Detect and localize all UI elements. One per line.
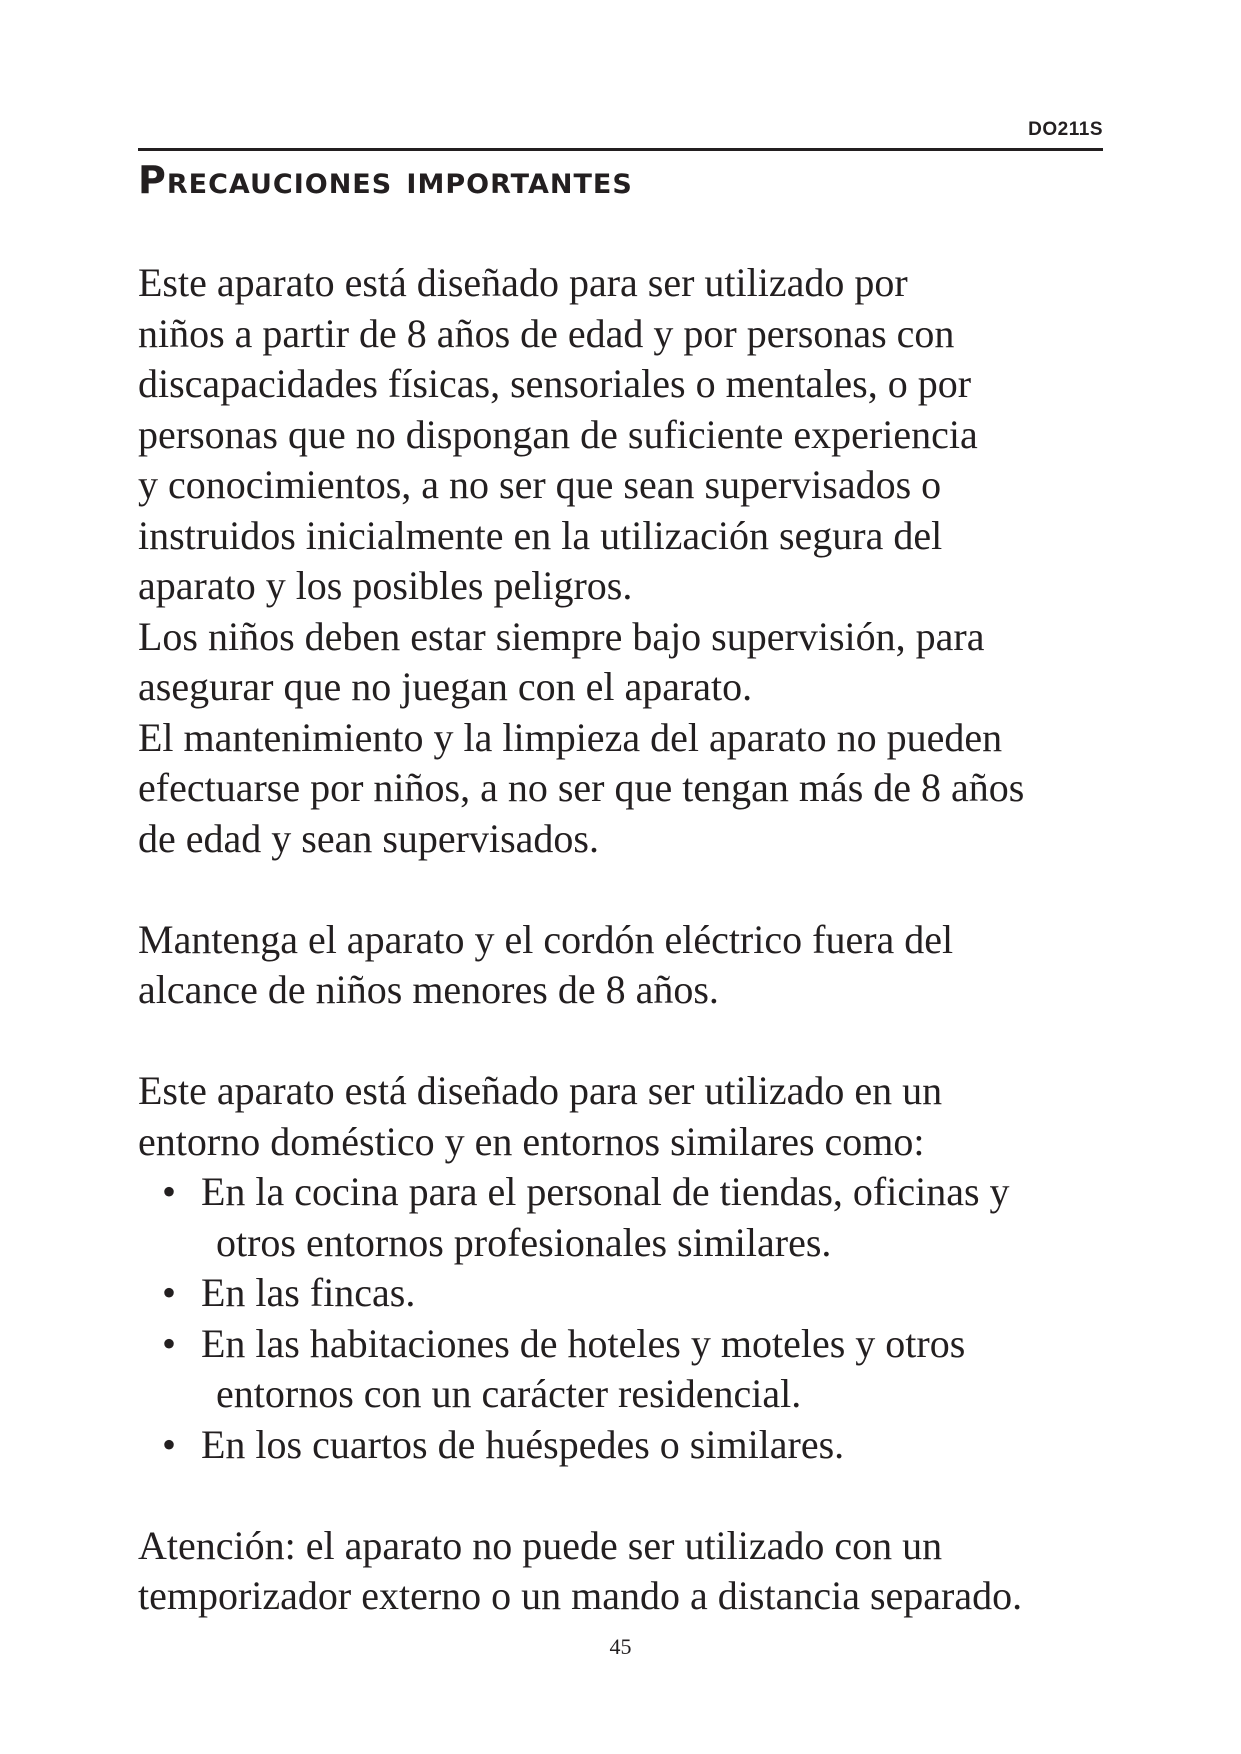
document-body: [138, 258, 1098, 1622]
list-item: [138, 1319, 1098, 1420]
bullet-icon: •: [162, 1320, 177, 1366]
paragraph-supervision: [138, 258, 1098, 864]
list-item-text: En las fincas.: [201, 1270, 416, 1315]
list-item-text: En las habitaciones de hoteles y moteles y otros: [201, 1320, 966, 1366]
text-line: temporizador externo o un mando a distancia separado.: [138, 1573, 1023, 1618]
bullet-icon: •: [162, 1169, 177, 1214]
text-line: aparato y los posibles peligros.: [138, 563, 633, 608]
text-line: instruidos inicialmente en la utilización segura del: [138, 512, 943, 558]
page-number: 45: [609, 1634, 632, 1659]
list-item-text: En los cuartos de huéspedes o similares.: [201, 1421, 845, 1467]
model-number: DO211S: [1028, 119, 1103, 140]
list-item: [138, 1420, 1098, 1471]
page-title: Precauciones importantes: [138, 158, 633, 202]
text-line: Este aparato está diseñado para ser utilizado en un: [138, 1068, 943, 1113]
paragraph-timer-warning: [138, 1521, 1098, 1622]
list-item-text-continued: otros entornos profesionales similares.: [216, 1219, 832, 1265]
paragraph-environment: [138, 1066, 1098, 1167]
text-line: niños a partir de 8 años de edad y por personas con: [138, 310, 955, 356]
list-item-text: En la cocina para el personal de tiendas, oficinas y: [201, 1169, 1010, 1214]
list-item-text-continued: entornos con un carácter residencial.: [216, 1371, 802, 1416]
paragraph-spacer: [138, 1016, 1098, 1067]
text-line: personas que no dispongan de suficiente experiencia: [138, 411, 978, 457]
text-line: efectuarse por niños, a no ser que tengan más de 8 años: [138, 765, 1025, 810]
list-item: [138, 1268, 1098, 1319]
text-line: de edad y sean supervisados.: [138, 815, 599, 861]
text-line: Los niños deben estar siempre bajo supervisión, para: [138, 613, 985, 659]
text-line: discapacidades físicas, sensoriales o mentales, o por: [138, 361, 972, 406]
text-line: asegurar que no juegan con el aparato.: [138, 664, 753, 709]
text-line: entorno doméstico y en entornos similares como:: [138, 1118, 925, 1164]
list-item: [138, 1167, 1098, 1268]
paragraph-cord: [138, 915, 1098, 1016]
text-line: Mantenga el aparato y el cordón eléctrico fuera del: [138, 916, 954, 962]
header-rule: [138, 148, 1103, 151]
text-line: y conocimientos, a no ser que sean supervisados o: [138, 462, 942, 507]
paragraph-spacer: [138, 1470, 1098, 1521]
paragraph-spacer: [138, 864, 1098, 915]
bullet-icon: •: [162, 1270, 177, 1315]
text-line: Atención: el aparato no puede ser utilizado con un: [138, 1522, 943, 1568]
bullet-icon: •: [162, 1421, 177, 1467]
text-line: Este aparato está diseñado para ser utilizado por: [138, 260, 908, 305]
text-line: alcance de niños menores de 8 años.: [138, 967, 719, 1012]
text-line: El mantenimiento y la limpieza del aparato no pueden: [138, 714, 1003, 760]
environment-list: [138, 1167, 1098, 1470]
